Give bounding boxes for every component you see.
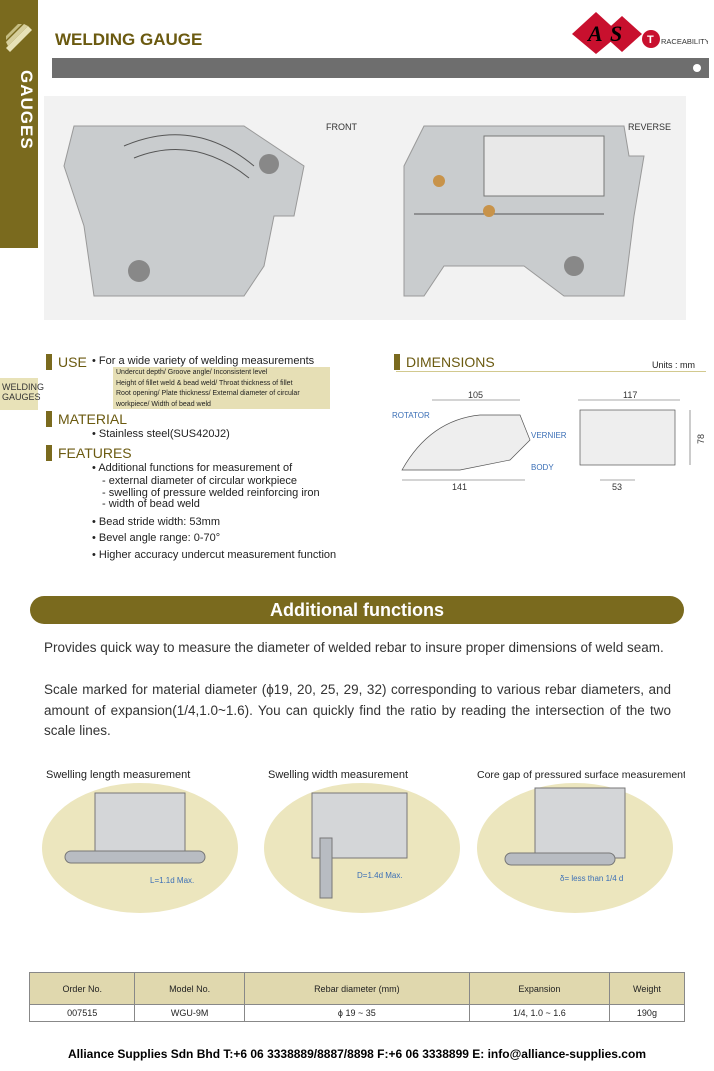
use-details-box — [113, 367, 330, 409]
table-cell: 190g — [609, 1005, 684, 1022]
features-heading-text: FEATURES — [58, 445, 132, 461]
table-header: Order No. — [30, 973, 135, 1005]
measurement-title: Core gap of pressured surface measurement — [477, 769, 685, 781]
table-cell: WGU-9M — [135, 1005, 244, 1022]
features-lead-text: Additional functions for measurement of — [98, 462, 293, 474]
use-detail: Undercut depth/ Groove angle/ Inconsistent level — [116, 369, 268, 376]
dimensions-divider — [396, 371, 706, 372]
dimensions-heading-text: DIMENSIONS — [406, 354, 495, 370]
features-item: • Bevel angle range: 0-70° — [92, 532, 221, 544]
features-item-text: Higher accuracy undercut measurement function — [98, 549, 337, 561]
section-tab-label: GAUGES — [17, 70, 36, 150]
vernier-label: VERNIER — [531, 431, 567, 440]
material-value: Stainless steel(SUS420J2) — [98, 428, 230, 440]
dim-117: 117 — [623, 390, 638, 400]
measurement-swelling-width — [262, 748, 472, 918]
dimensions-heading — [394, 354, 495, 370]
use-heading-text: USE — [58, 354, 87, 370]
dim-53: 53 — [612, 482, 623, 492]
material-heading-text: MATERIAL — [58, 411, 127, 427]
measurement-note: L=1.1d Max. — [150, 876, 195, 885]
rotator-label: ROTATOR — [392, 411, 430, 420]
page-title: WELDING GAUGE — [55, 30, 203, 49]
additional-para-1: Provides quick way to measure the diameter of welded rebar to insure proper dimensions of weld seam. — [44, 640, 664, 655]
use-heading — [46, 354, 87, 370]
features-item: • Bead stride width: 53mm — [92, 516, 220, 528]
dimensions-units: Units : mm — [652, 360, 696, 370]
product-photo — [44, 96, 686, 320]
measurement-title: Swelling length measurement — [46, 769, 191, 781]
gauge-stack-icon — [4, 22, 34, 52]
table-header-row — [30, 973, 685, 1005]
body-label: BODY — [531, 463, 554, 472]
features-lead: • Additional functions for measurement of — [92, 462, 293, 474]
measurement-note: D=1.4d Max. — [357, 871, 403, 880]
use-detail: workpiece/ Width of bead weld — [116, 400, 211, 408]
dim-141: 141 — [452, 482, 468, 492]
measurement-title: Swelling width measurement — [268, 769, 409, 781]
contact-footer: Alliance Supplies Sdn Bhd T:+6 06 3338889/8887/8898 F:+6 06 3338899 E: info@alliance-supplies.com — [68, 1047, 646, 1061]
table-header: Rebar diameter (mm) — [244, 973, 469, 1005]
table-cell: ϕ 19 ~ 35 — [244, 1005, 469, 1022]
header-bar — [52, 58, 709, 78]
use-lead: • For a wide variety of welding measurements — [92, 355, 315, 367]
features-item-text: Bevel angle range: 0-70° — [98, 532, 221, 544]
use-lead-text: For a wide variety of welding measurements — [98, 355, 315, 367]
table-header: Model No. — [135, 973, 244, 1005]
dimensions-drawing — [390, 380, 710, 500]
use-detail: Root opening/ Plate thickness/ External diameter of circular — [116, 390, 300, 397]
features-subitem: - width of bead weld — [102, 498, 200, 510]
table-cell: 007515 — [30, 1005, 135, 1022]
use-detail: Height of fillet weld & bead weld/ Throat thickness of fillet — [116, 379, 293, 387]
measurement-note: δ= less than 1/4 d — [560, 874, 624, 883]
brand-logo — [568, 8, 708, 56]
features-heading — [46, 445, 132, 461]
features-subitem: - swelling of pressure welded reinforcing iron — [102, 487, 320, 499]
table-header: Expansion — [469, 973, 609, 1005]
features-subitem: - external diameter of circular workpiece — [102, 475, 298, 487]
table-header: Weight — [609, 973, 684, 1005]
additional-functions-heading: Additional functions — [30, 596, 684, 624]
additional-para-2: Scale marked for material diameter (ϕ19, 20, 25, 29, 32) corresponding to various rebar diameters, and amount of expansion(1/4,1.0~1.6). You can quickly find the ratio by reading the intersection of the two scale lines. — [44, 682, 671, 738]
material-text: • Stainless steel(SUS420J2) — [92, 428, 230, 440]
svg-text:T: T — [647, 34, 654, 46]
front-label: FRONT — [326, 122, 357, 132]
dim-105: 105 — [468, 390, 484, 400]
svg-text:RACEABILITY: RACEABILITY — [661, 37, 708, 46]
table-row — [30, 1005, 685, 1022]
features-item-text: Bead stride width: 53mm — [98, 516, 220, 528]
measurement-core-gap — [475, 748, 685, 918]
features-item: • Higher accuracy undercut measurement function — [92, 549, 337, 561]
spec-table — [29, 972, 685, 1022]
material-heading — [46, 411, 127, 427]
dim-78: 78 — [696, 433, 706, 444]
side-mini-label: WELDING GAUGES — [0, 378, 38, 410]
measurement-swelling-length — [40, 748, 250, 918]
header-dot-icon — [693, 64, 701, 72]
svg-text:S: S — [610, 21, 623, 46]
section-tab — [0, 0, 38, 248]
table-cell: 1/4, 1.0 ~ 1.6 — [469, 1005, 609, 1022]
svg-text:A: A — [588, 21, 603, 46]
reverse-label: REVERSE — [628, 122, 672, 132]
